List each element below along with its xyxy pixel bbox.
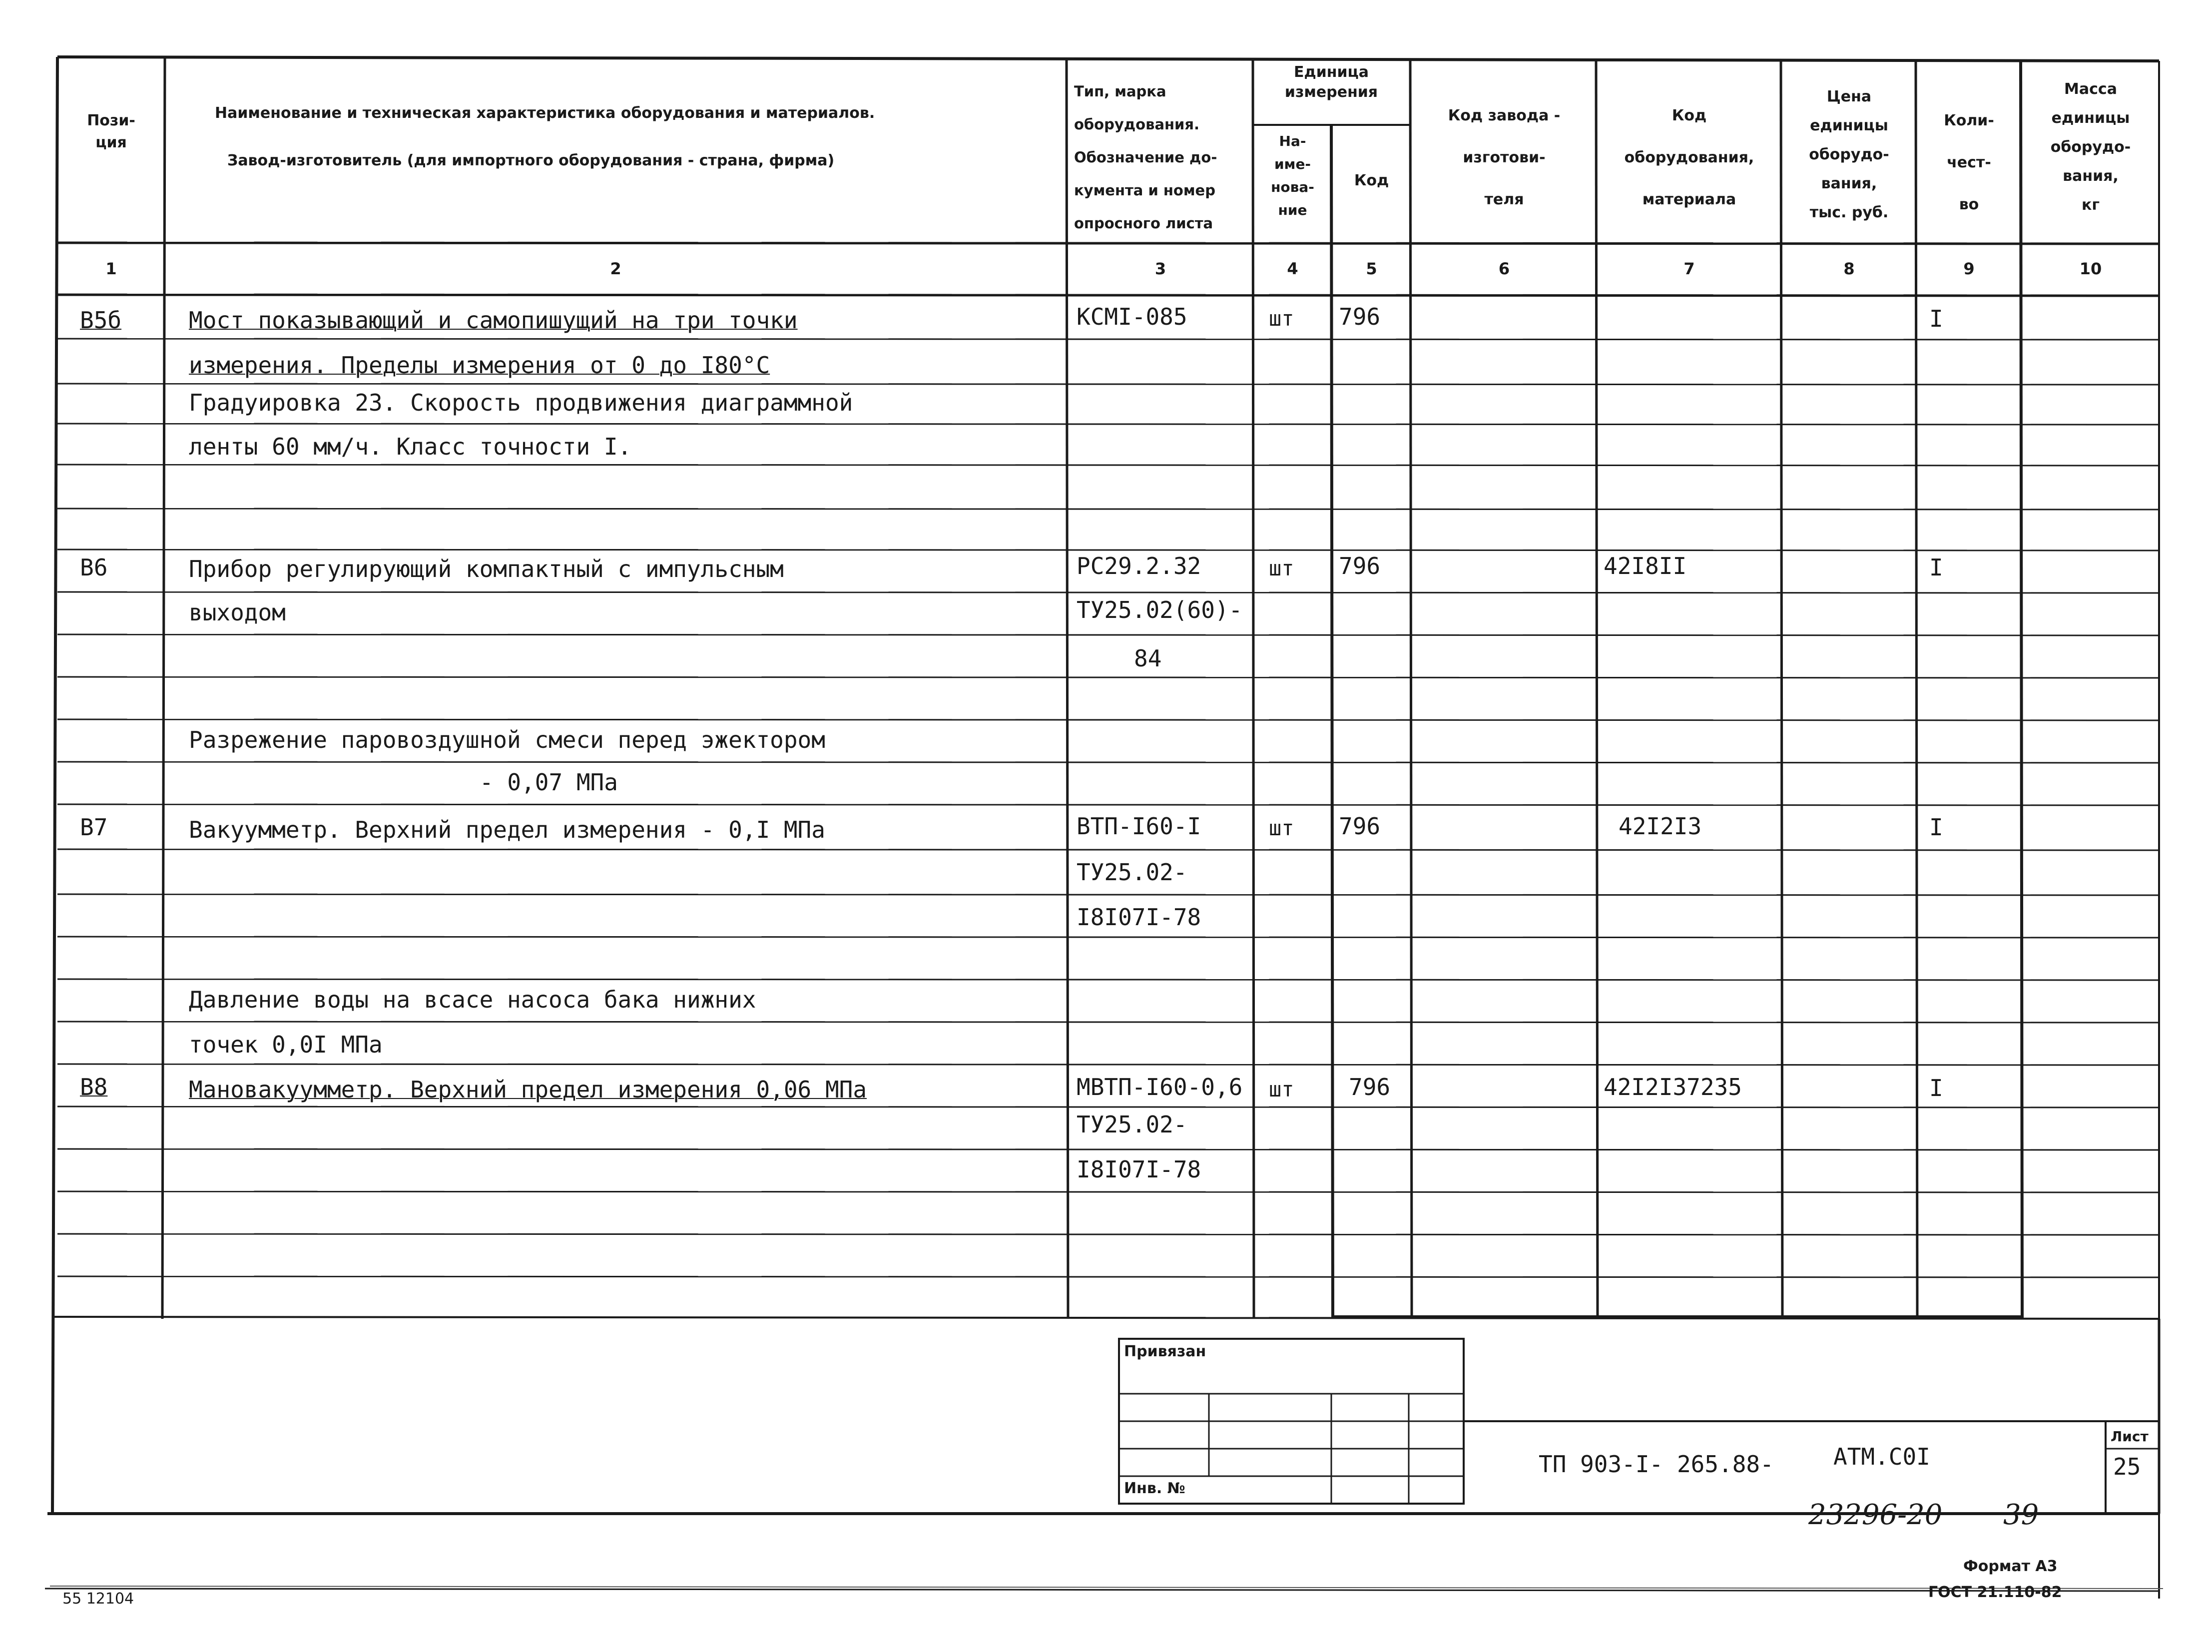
col-number-5: 5 — [1366, 259, 1377, 278]
document-suffix: АТМ.С0I — [1833, 1443, 1930, 1470]
header-type: Тип, марка оборудования. Обозначение до- кумента и номер опросного листа — [1074, 83, 1217, 232]
document-code: ТП 903-I- 265.88- — [1539, 1451, 1774, 1478]
row-type: ТУ25.02- — [1077, 859, 1187, 886]
header-equipment-code: Код оборудования, материала — [1624, 107, 1754, 208]
row-type: ТУ25.02(60)- — [1077, 596, 1243, 623]
row-type: КСМI-085 — [1077, 303, 1187, 330]
row-unit-code: 796 — [1349, 1074, 1391, 1101]
row-type: 84 — [1134, 645, 1162, 672]
row-name: Прибор регулирующий компактный с импульсным — [189, 555, 784, 582]
row-unit-code: 796 — [1339, 813, 1381, 840]
header-mass: Масса единицы оборудо- вания, кг — [2050, 80, 2131, 214]
row-name: Разрежение паровоздушной смеси перед эжектором — [189, 726, 825, 753]
row-name: выходом — [189, 599, 286, 626]
row-position: В7 — [80, 814, 108, 841]
header-factory-code: Код завода - изготови- теля — [1448, 107, 1561, 208]
row-quantity: I — [1929, 554, 1943, 581]
row-type: I8I07I-78 — [1077, 1156, 1201, 1183]
col-number-4: 4 — [1287, 259, 1298, 278]
handwritten-sheet: 39 — [2003, 1499, 2039, 1531]
col-number-2: 2 — [610, 259, 621, 278]
row-equipment-code: 42I8II — [1604, 552, 1687, 579]
row-quantity: I — [1929, 814, 1943, 841]
header-quantity: Коли- чест- во — [1944, 112, 1994, 213]
row-name: - 0,07 МПа — [480, 769, 618, 796]
header-name-line1: Наименование и техническая характеристика оборудования и материалов. — [215, 104, 875, 122]
col-number-1: 1 — [105, 259, 117, 278]
row-name: Мановакуумметр. Верхний предел измерения 0,06 МПа — [189, 1076, 867, 1103]
format-label: Формат А3 — [1963, 1558, 2058, 1575]
row-position: В8 — [80, 1074, 108, 1101]
row-unit: шт — [1269, 306, 1294, 331]
row-unit-code: 796 — [1339, 552, 1381, 579]
col-number-10: 10 — [2079, 259, 2102, 278]
col-number-9: 9 — [1963, 259, 1975, 278]
row-type: МВТП-I60-0,6 — [1077, 1074, 1243, 1101]
col-number-7: 7 — [1683, 259, 1695, 278]
row-unit: шт — [1269, 556, 1294, 580]
row-type: ВТП-I60-I — [1077, 813, 1201, 840]
header-unit-code: Код — [1354, 172, 1389, 189]
inventory-label: Инв. № — [1124, 1480, 1185, 1497]
row-position: В5б — [80, 307, 122, 334]
row-name: ленты 60 мм/ч. Класс точности I. — [189, 433, 632, 460]
row-name: измерения. Пределы измерения от 0 до I80°С — [189, 352, 770, 379]
header-unit-name: На- име- нова- ние — [1271, 133, 1314, 218]
row-unit: шт — [1269, 816, 1294, 840]
row-type: I8I07I-78 — [1077, 904, 1201, 931]
row-unit: шт — [1269, 1077, 1294, 1101]
col-number-8: 8 — [1843, 259, 1855, 278]
header-price: Цена единицы оборудо- вания, тыс. руб. — [1809, 88, 1889, 221]
header-unit-group: Единица измерения — [1284, 63, 1378, 101]
row-unit-code: 796 — [1339, 303, 1381, 330]
row-name: Давление воды на всасе насоса бака нижних — [189, 986, 756, 1013]
col-number-3: 3 — [1154, 259, 1166, 278]
row-type: ТУ25.02- — [1077, 1111, 1187, 1138]
row-name: Градуировка 23. Скорость продвижения диаграммной — [189, 389, 853, 416]
row-position: В6 — [80, 554, 108, 581]
row-equipment-code: 42I2I3 — [1619, 813, 1702, 840]
attached-label: Привязан — [1124, 1343, 1206, 1360]
row-name: точек 0,0I МПа — [189, 1031, 383, 1058]
sheet-label: Лист — [2111, 1428, 2149, 1445]
gost-label: ГОСТ 21.110-82 — [1928, 1584, 2062, 1601]
handwritten-number: 23296-20 — [1808, 1499, 1943, 1531]
header-position: Пози- ция — [87, 112, 135, 151]
row-type: РС29.2.32 — [1077, 552, 1201, 579]
row-quantity: I — [1929, 305, 1943, 332]
col-number-6: 6 — [1498, 259, 1510, 278]
row-equipment-code: 42I2I37235 — [1604, 1074, 1742, 1101]
archive-number: 55 12104 — [62, 1590, 134, 1608]
sheet-number: 25 — [2113, 1453, 2141, 1480]
row-quantity: I — [1929, 1075, 1943, 1101]
row-name: Вакуумметр. Верхний предел измерения - 0,I МПа — [189, 816, 825, 843]
row-name: Мост показывающий и самопишущий на три точки — [189, 307, 798, 334]
header-name-line2: Завод-изготовитель (для импортного оборудования - страна, фирма) — [227, 152, 835, 169]
